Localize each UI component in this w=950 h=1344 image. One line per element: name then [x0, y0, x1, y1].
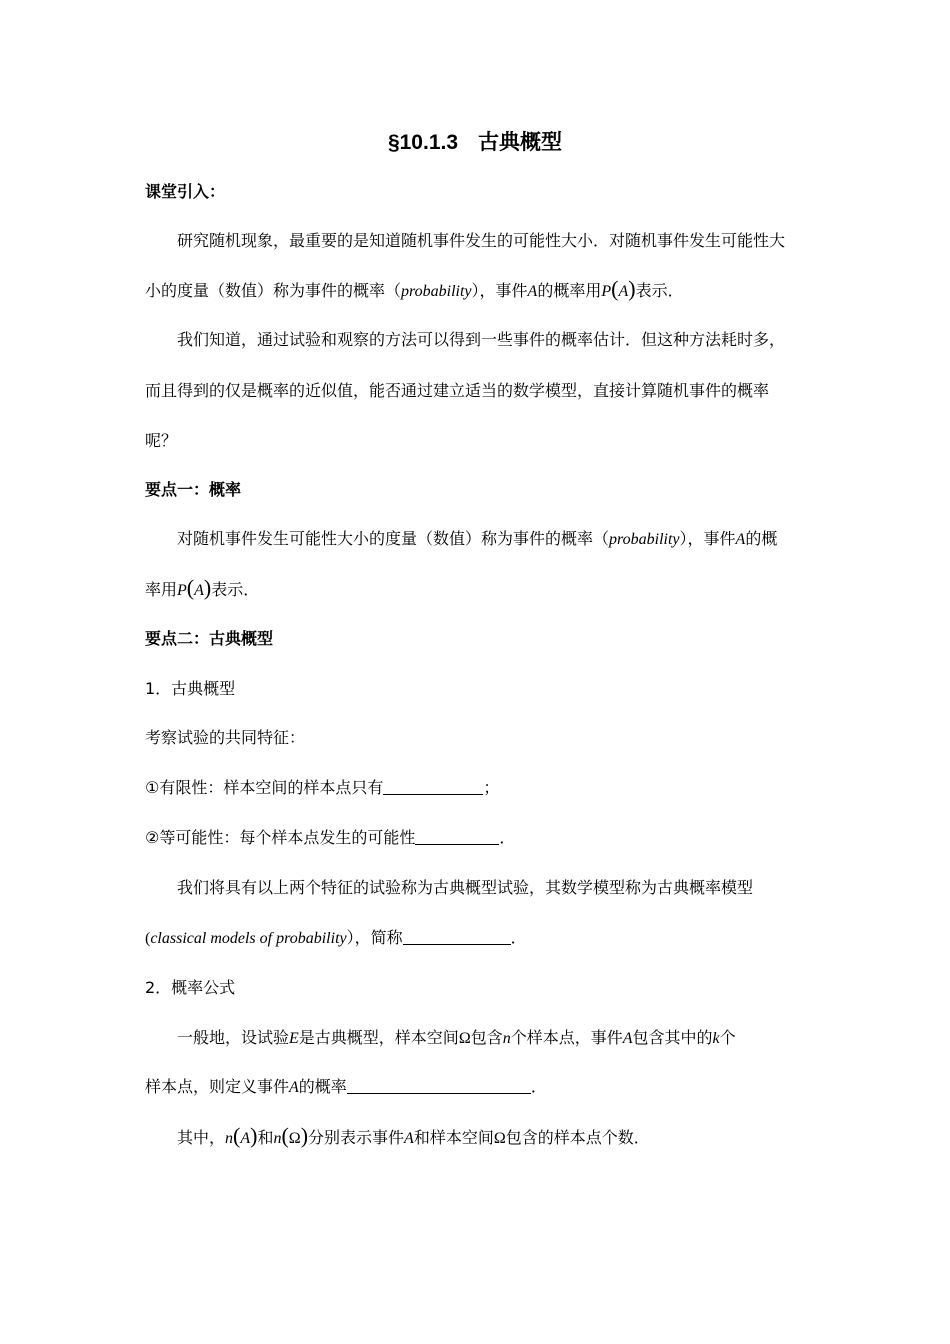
fill-blank[interactable] [347, 1077, 531, 1094]
intro-paragraph-line-2: 小的度量（数值）称为事件的概率（probability），事件A的概率用P(A)表示． [145, 276, 684, 301]
formula-line-2: 样本点，则定义事件A的概率 ． [145, 1077, 547, 1096]
point2-heading: 要点二：古典概型 [145, 629, 274, 648]
feature-finiteness: ①有限性：样本空间的样本点只有 ； [145, 778, 500, 797]
intro-paragraph2-line-3: 呢？ [145, 431, 178, 450]
formula-line-3: 其中，n(A)和n(Ω)分别表示事件A和样本空间Ω包含的样本点个数． [177, 1123, 650, 1148]
intro-paragraph2-line-2: 而且得到的仅是概率的近似值，能否通过建立适当的数学模型，直接计算随机事件的概率 [145, 381, 770, 400]
subsection-1: 1．古典概型 [145, 679, 236, 698]
section-name: 古典概型 [478, 130, 563, 154]
formula-line-1: 一般地，设试验E是古典概型，样本空间Ω包含n个样本点，事件A包含其中的k个 [177, 1028, 736, 1047]
term-classical-models: classical models of probability [150, 930, 347, 947]
point1-line-2: 率用P(A)表示． [145, 575, 260, 600]
intro-paragraph2-line-1: 我们知道，通过试验和观察的方法可以得到一些事件的概率估计．但这种方法耗时多， [177, 330, 786, 349]
subsection-2: 2．概率公式 [145, 978, 236, 997]
feature-equal-likelihood: ②等可能性：每个样本点发生的可能性 ． [145, 828, 516, 847]
intro-paragraph-line-1: 研究随机现象，最重要的是知道随机事件发生的可能性大小．对随机事件发生可能性大 [177, 231, 786, 250]
intro-heading: 课堂引入： [145, 182, 226, 201]
fill-blank[interactable] [415, 828, 499, 845]
section-number: §10.1.3 [387, 131, 459, 154]
term-probability: probability [401, 283, 472, 300]
fill-blank[interactable] [403, 928, 511, 945]
point1-line-1: 对随机事件发生可能性大小的度量（数值）称为事件的概率（probability），事件A的概 [177, 529, 778, 548]
point1-heading: 要点一：概率 [145, 480, 242, 499]
fill-blank[interactable] [383, 778, 483, 795]
classical-model-line-1: 我们将具有以上两个特征的试验称为古典概型试验，其数学模型称为古典概率模型 [177, 878, 754, 897]
page-title [0, 128, 950, 157]
features-intro: 考察试验的共同特征： [145, 728, 306, 747]
classical-model-line-2: (classical models of probability），简称 ． [145, 928, 527, 947]
